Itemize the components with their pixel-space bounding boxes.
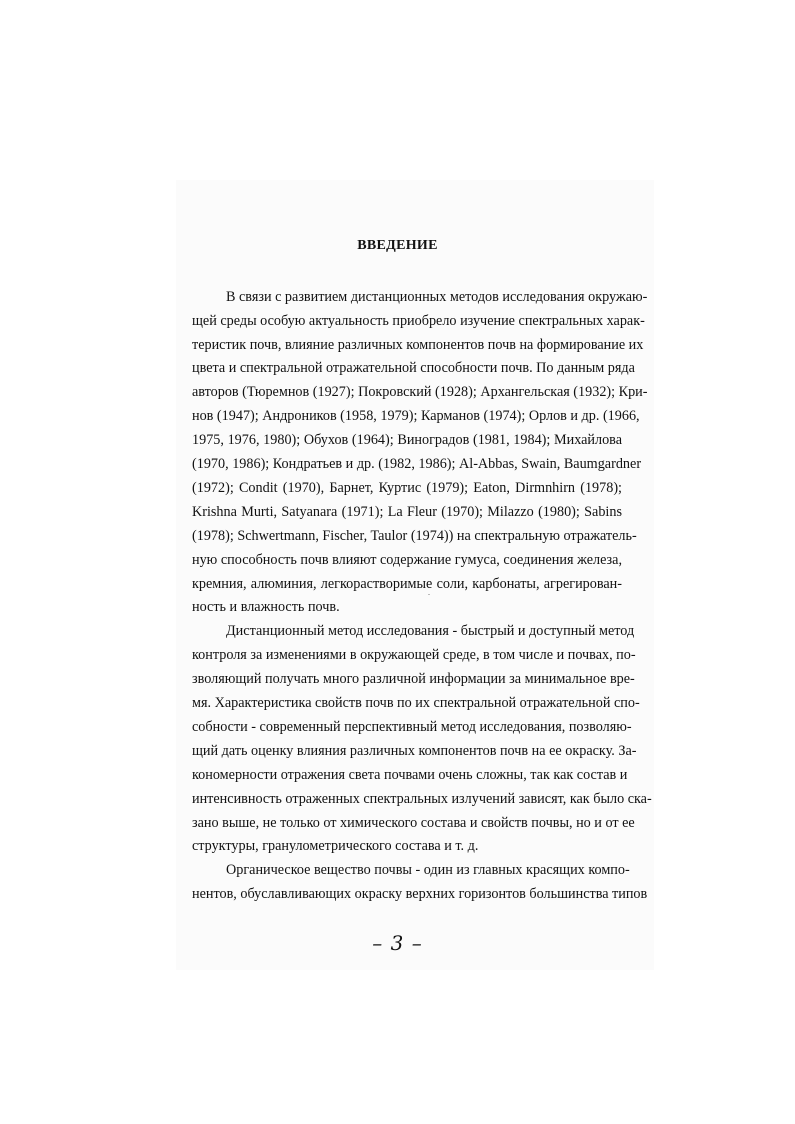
text-line: 1975, 1976, 1980); Обухов (1964); Виноградов (1981, 1984); Михайлова	[192, 432, 622, 448]
text-line: нентов, обуславливающих окраску верхних горизонтов большинства типов	[192, 886, 648, 902]
text-line: авторов (Тюремнов (1927); Покровский (1928); Архангельская (1932); Кри-	[192, 384, 648, 400]
text-line: зволяющий получать много различной информации за минимальное вре-	[192, 671, 635, 687]
text-line: цвета и спектральной отражательной способности почв. По данным ряда	[192, 360, 635, 376]
text-line: Органическое вещество почвы - один из главных красящих компо-	[226, 862, 630, 878]
text-line: контроля за изменениями в окружающей среде, в том числе и почвах, по-	[192, 647, 636, 663]
text-line: (1972); Condit (1970), Барнет, Куртис (1979); Eaton, Dirmnhirn (1978);	[192, 480, 622, 496]
text-line: Дистанционный метод исследования - быстрый и доступный метод	[226, 623, 635, 639]
text-line: Krishna Murti, Satyanara (1971); La Fleur (1970); Milazzo (1980); Sabins	[192, 504, 622, 520]
text-line: зано выше, не только от химического состава и свойств почвы, но и от ее	[192, 815, 635, 831]
text-line: кономерности отражения света почвами очень сложны, так как состав и	[192, 767, 628, 783]
text-line: нов (1947); Андроников (1958, 1979); Карманов (1974); Орлов и др. (1966,	[192, 408, 640, 424]
text-line: теристик почв, влияние различных компонентов почв на формирование их	[192, 337, 644, 353]
text-line: (1978); Schwertmann, Fischer, Taulor (1974)) на спектральную отражатель-	[192, 528, 637, 544]
text-line: кремния, алюминия, легкорастворимые соли, карбонаты, агрегирован-	[192, 576, 622, 592]
text-line: интенсивность отраженных спектральных излучений зависят, как было ска-	[192, 791, 652, 807]
text-line: структуры, гранулометрического состава и т. д.	[192, 838, 479, 854]
text-line: мя. Характеристика свойств почв по их спектральной отражательной спо-	[192, 695, 640, 711]
text-line: ность и влажность почв.	[192, 599, 340, 615]
text-line: собности - современный перспективный метод исследования, позволяю-	[192, 719, 632, 735]
scan-speck	[428, 594, 430, 595]
page-number: – 3 –	[372, 931, 423, 955]
section-heading: ВВЕДЕНИЕ	[357, 238, 438, 253]
text-line: щей среды особую актуальность приобрело изучение спектральных харак-	[192, 313, 645, 329]
text-line: ную способность почв влияют содержание гумуса, соединения железа,	[192, 552, 622, 568]
text-line: (1970, 1986); Кондратьев и др. (1982, 1986); Al-Abbas, Swain, Baumgardner	[192, 456, 642, 472]
text-line: щий дать оценку влияния различных компонентов почв на ее окраску. За-	[192, 743, 637, 759]
text-line: В связи с развитием дистанционных методов исследования окружаю-	[226, 289, 648, 305]
